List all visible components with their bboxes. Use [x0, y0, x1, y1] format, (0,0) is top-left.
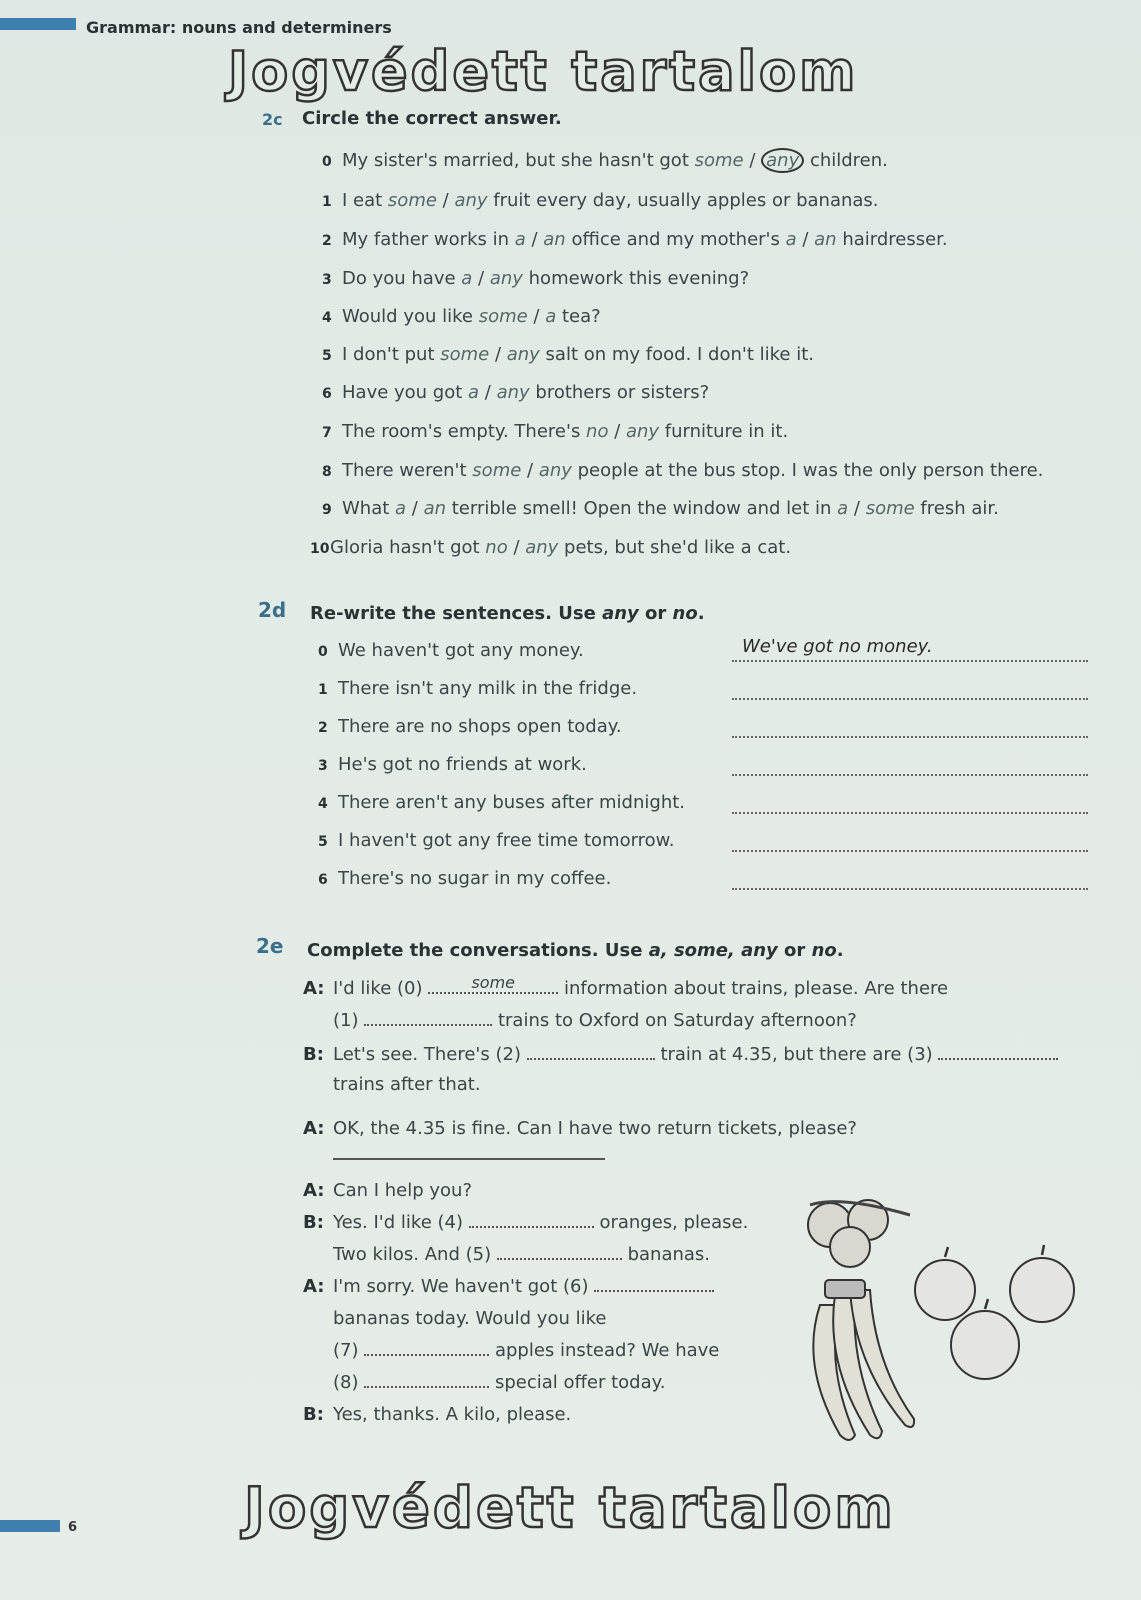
option[interactable]: some	[472, 460, 522, 481]
option[interactable]: any	[506, 344, 540, 365]
item-2c-0: 0 My sister's married, but she hasn't got some / any children.	[322, 150, 888, 171]
option[interactable]: some	[865, 498, 915, 519]
item-2d-4	[318, 792, 685, 813]
conv2-blank-6[interactable]	[594, 1276, 714, 1292]
sentence: There are no shops open today.	[338, 716, 622, 737]
item-2c-10: 10Gloria hasn't got no / any pets, but she'd like a cat.	[310, 537, 792, 558]
sentence: We haven't got any money.	[338, 640, 584, 661]
option[interactable]: any	[538, 460, 572, 481]
item-2d-2	[318, 716, 622, 737]
item-number: 6	[322, 386, 332, 402]
section-2e-number: 2e	[256, 934, 284, 958]
item-number: 1	[318, 682, 328, 698]
answer-text	[732, 674, 742, 695]
item-2d-3	[318, 754, 587, 775]
option[interactable]: an	[543, 229, 566, 250]
answer-field-2d-2[interactable]	[732, 712, 1088, 738]
item-2c-4: 4 Would you like some / a tea?	[322, 306, 601, 327]
option[interactable]: a	[545, 306, 557, 327]
item-2d-1	[318, 678, 637, 699]
conv1-answer-line[interactable]	[333, 1158, 605, 1160]
conv1-line-5: A: OK, the 4.35 is fine. Can I have two return tickets, please?	[303, 1118, 857, 1139]
footer-accent-bar	[0, 1520, 60, 1532]
fruit-illustration	[780, 1195, 1100, 1475]
answer-text	[732, 864, 742, 885]
option[interactable]: no	[586, 421, 609, 442]
option[interactable]: some	[387, 190, 437, 211]
item-2c-1: 1 I eat some / any fruit every day, usually apples or bananas.	[322, 190, 879, 211]
answer-field-2d-0[interactable]	[732, 636, 1088, 662]
item-2c-8: 8 There weren't some / any people at the bus stop. I was the only person there.	[322, 460, 1044, 481]
sentence: There isn't any milk in the fridge.	[338, 678, 638, 699]
conv2-line-2: B: Yes. I'd like (4) oranges, please.	[303, 1212, 749, 1233]
option[interactable]: any	[525, 537, 559, 558]
conv1-blank-0[interactable]: some	[428, 978, 558, 994]
conv2-blank-4[interactable]	[469, 1212, 594, 1228]
sentence: There's no sugar in my coffee.	[338, 868, 612, 889]
conv2-line-8: B: Yes, thanks. A kilo, please.	[303, 1404, 572, 1425]
item-number: 3	[322, 272, 332, 288]
item-2c-5: 5 I don't put some / any salt on my food. I don't like it.	[322, 344, 814, 365]
item-number: 9	[322, 502, 332, 518]
item-2d-6	[318, 868, 611, 889]
item-number: 7	[322, 425, 332, 441]
answer-text: We've got no money.	[742, 636, 933, 657]
item-number: 5	[322, 348, 332, 364]
item-2c-9: 9 What a / an terrible smell! Open the window and let in a / some fresh air.	[322, 498, 999, 519]
item-number: 3	[318, 758, 328, 774]
bananas-icon	[813, 1280, 914, 1440]
item-2c-3: 3 Do you have a / any homework this evening?	[322, 268, 750, 289]
conv2-blank-8[interactable]	[364, 1372, 489, 1388]
section-2d-number: 2d	[258, 598, 287, 622]
option[interactable]: a	[461, 268, 473, 289]
watermark-bottom: Jogvédett tartalom	[244, 1476, 896, 1541]
conv2-line-5: bananas today. Would you like	[333, 1308, 607, 1329]
option[interactable]: an	[814, 229, 837, 250]
option[interactable]: no	[485, 537, 508, 558]
item-number: 5	[318, 834, 328, 850]
conv1-line-2: (1) trains to Oxford on Saturday afternoon?	[333, 1010, 857, 1031]
page-header-title: Grammar: nouns and determiners	[86, 18, 392, 37]
sentence: He's got no friends at work.	[338, 754, 587, 775]
option[interactable]: a	[468, 382, 480, 403]
conv2-line-7: (8) special offer today.	[333, 1372, 666, 1393]
item-number: 4	[318, 796, 328, 812]
option[interactable]: some	[694, 150, 744, 171]
item-number: 0	[322, 154, 332, 170]
answer-field-2d-6[interactable]	[732, 864, 1088, 890]
answer-field-2d-5[interactable]	[732, 826, 1088, 852]
option[interactable]: any	[625, 421, 660, 442]
section-2c-number: 2c	[262, 110, 283, 129]
apples-icon	[915, 1245, 1074, 1379]
item-2d-0	[318, 640, 584, 661]
item-number: 6	[318, 872, 328, 888]
item-number: 2	[318, 720, 328, 736]
option[interactable]: some	[440, 344, 490, 365]
item-number: 2	[322, 233, 332, 249]
item-number: 0	[318, 644, 328, 660]
item-number: 4	[322, 310, 332, 326]
answer-text	[732, 826, 742, 847]
header-accent-bar	[0, 18, 76, 30]
item-2d-5	[318, 830, 674, 851]
item-2c-2: 2 My father works in a / an office and my mother's a / an hairdresser.	[322, 229, 948, 250]
conv2-line-1: A: Can I help you?	[303, 1180, 473, 1201]
option[interactable]: a	[785, 229, 797, 250]
section-2e-title: Complete the conversations. Use a, some, any or no.	[307, 940, 844, 961]
conv2-blank-7[interactable]	[364, 1340, 489, 1356]
answer-text	[732, 788, 742, 809]
conv1-blank-3[interactable]	[938, 1044, 1058, 1060]
option[interactable]: an	[423, 498, 447, 519]
conv2-line-3: Two kilos. And (5) bananas.	[333, 1244, 711, 1265]
conv2-blank-5[interactable]	[497, 1244, 622, 1260]
watermark-top: Jogvédett tartalom	[228, 40, 859, 103]
option[interactable]: a	[837, 498, 849, 519]
option[interactable]: any	[761, 148, 804, 173]
item-number: 8	[322, 464, 332, 480]
answer-field-2d-3[interactable]	[732, 750, 1088, 776]
answer-text	[732, 750, 742, 771]
section-2c-title: Circle the correct answer.	[302, 108, 562, 129]
item-number: 1	[322, 194, 332, 210]
answer-field-2d-1[interactable]	[732, 674, 1088, 700]
conv1-line-1: A: I'd like (0) some information about trains, please. Are there	[303, 973, 949, 999]
option[interactable]: any	[454, 190, 488, 211]
option[interactable]: some	[478, 306, 528, 327]
answer-text	[732, 712, 742, 733]
conv1-blank-2[interactable]	[527, 1044, 655, 1060]
option[interactable]: any	[489, 268, 523, 289]
conv2-line-4: A: I'm sorry. We haven't got (6)	[303, 1276, 714, 1297]
conv2-line-6: (7) apples instead? We have	[333, 1340, 720, 1361]
conv1-line-4: trains after that.	[333, 1074, 481, 1095]
option[interactable]: a	[395, 498, 407, 519]
option[interactable]: any	[496, 382, 530, 403]
conv1-blank-1[interactable]	[364, 1010, 492, 1026]
oranges-icon	[808, 1200, 910, 1267]
option[interactable]: a	[514, 229, 526, 250]
conv1-line-3: B: Let's see. There's (2) train at 4.35, but there are (3)	[303, 1044, 1058, 1065]
item-2c-7: 7 The room's empty. There's no / any furniture in it.	[322, 421, 789, 442]
item-2c-6: 6 Have you got a / any brothers or sisters?	[322, 382, 710, 403]
sentence: I haven't got any free time tomorrow.	[338, 830, 675, 851]
section-2d-title: Re-write the sentences. Use any or no.	[310, 603, 705, 624]
item-number: 10	[310, 541, 330, 557]
answer-field-2d-4[interactable]	[732, 788, 1088, 814]
sentence: There aren't any buses after midnight.	[338, 792, 686, 813]
page-number: 6	[68, 1520, 78, 1535]
